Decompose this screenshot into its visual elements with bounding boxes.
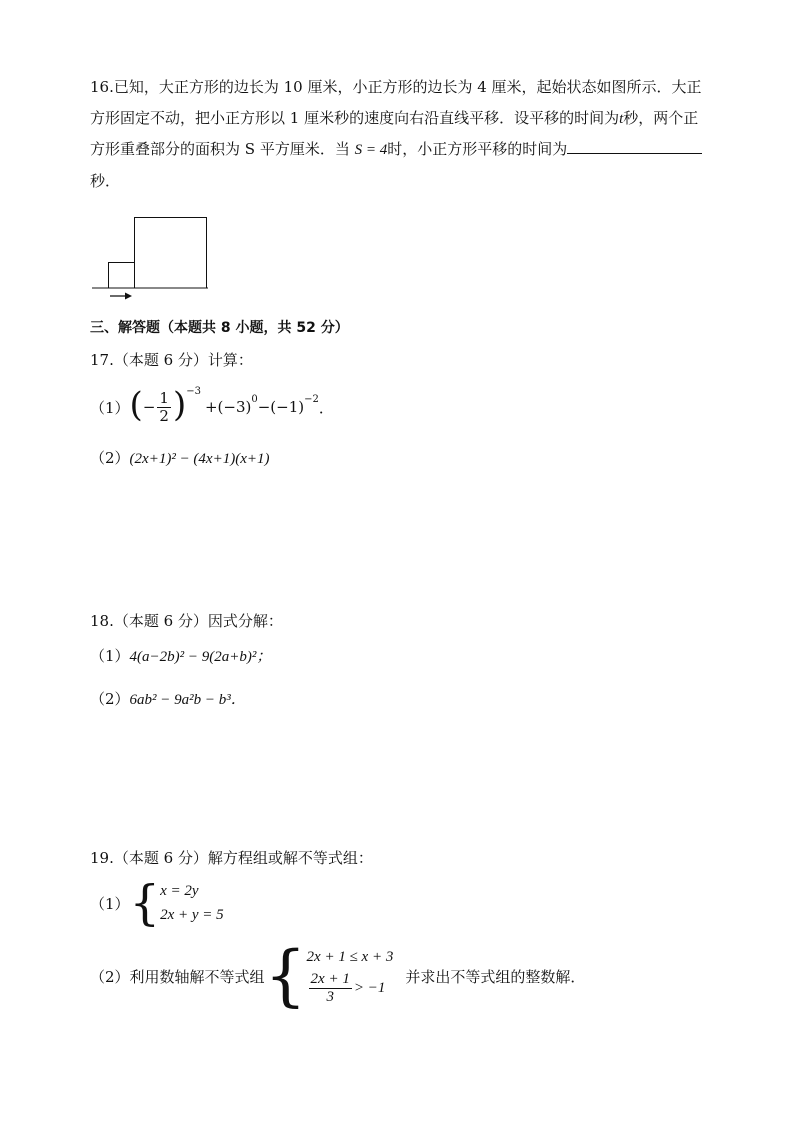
q19-part-1: [90, 875, 224, 931]
var-t: t: [619, 111, 624, 127]
q17-p1-expr: ( − $\frac{1}{2}$ ) −3 +(−3) 0 −(−1) −2 ．: [129, 385, 334, 425]
inequality-2-tail: > −1: [353, 980, 386, 996]
q18-p1-label: （1）: [90, 647, 130, 665]
equation-system: [160, 879, 224, 927]
inequality-system: [307, 947, 394, 1006]
small-square: [109, 263, 135, 289]
q17-p2-expr: (2x+1)² − (4x+1)(x+1): [129, 451, 270, 467]
q19-p2-tail: 并求出不等式组的整数解．: [405, 967, 586, 986]
q16-line-2: [90, 103, 698, 135]
fraction-denominator: 3: [326, 988, 334, 1005]
left-brace: {: [129, 875, 161, 931]
squares-diagram: [92, 214, 212, 304]
q16-line-2-text: 方形固定不动，把小正方形以 1 厘米秒的速度向右沿直线平移．设平移的时间为: [90, 109, 620, 127]
q16-line-4: 秒．: [90, 172, 121, 190]
right-arrow-icon: [110, 293, 132, 300]
large-square: [135, 218, 207, 289]
left-brace: {: [264, 937, 307, 1014]
q17-p1-label: （1）: [90, 398, 130, 417]
q18-p1-expr: 4(a−2b)² − 9(2a+b)²；: [129, 649, 272, 665]
q17-part-2: [90, 447, 269, 468]
answer-blank[interactable]: [567, 139, 702, 154]
q19-part-2: [90, 937, 586, 1014]
q18-p2-expr: 6ab² − 9a²b − b³．: [129, 692, 246, 708]
q17-part-1: [90, 384, 334, 430]
inequality-2: [307, 971, 394, 1006]
q16-line-3-tail: 时，小正方形平移的时间为: [387, 140, 568, 158]
q19-title: 19.（本题 6 分）解方程组或解不等式组：: [90, 849, 373, 867]
section-3-title: 三、解答题（本题共 8 小题，共 52 分）: [90, 320, 349, 336]
q19-p1-label: （1）: [90, 894, 130, 913]
q17-p2-label: （2）: [90, 449, 130, 467]
q18-p2-label: （2）: [90, 690, 130, 708]
q19-p2-label: （2）利用数轴解不等式组: [90, 967, 265, 986]
equation-1: x = 2y: [160, 883, 199, 899]
q17-title: 17.（本题 6 分）计算：: [90, 351, 253, 369]
q18-title: 18.（本题 6 分）因式分解：: [90, 612, 283, 630]
q18-part-1: [90, 645, 271, 666]
q18-part-2: [90, 688, 246, 709]
condition-s-equals-4: S = 4: [354, 142, 388, 158]
equation-2: 2x + y = 5: [160, 907, 224, 923]
q16-line-2-tail: 秒，两个正: [623, 109, 699, 127]
fraction-numerator: 2x + 1: [310, 970, 350, 987]
q16-line-3-text: 方形重叠部分的面积为 S 平方厘米．当: [90, 140, 350, 158]
inequality-1: 2x + 1 ≤ x + 3: [306, 948, 394, 965]
q16-line-1: 16.已知，大正方形的边长为 10 厘米，小正方形的边长为 4 厘米，起始状态如图所示．大正: [90, 78, 702, 96]
q16-line-3: [90, 134, 702, 166]
